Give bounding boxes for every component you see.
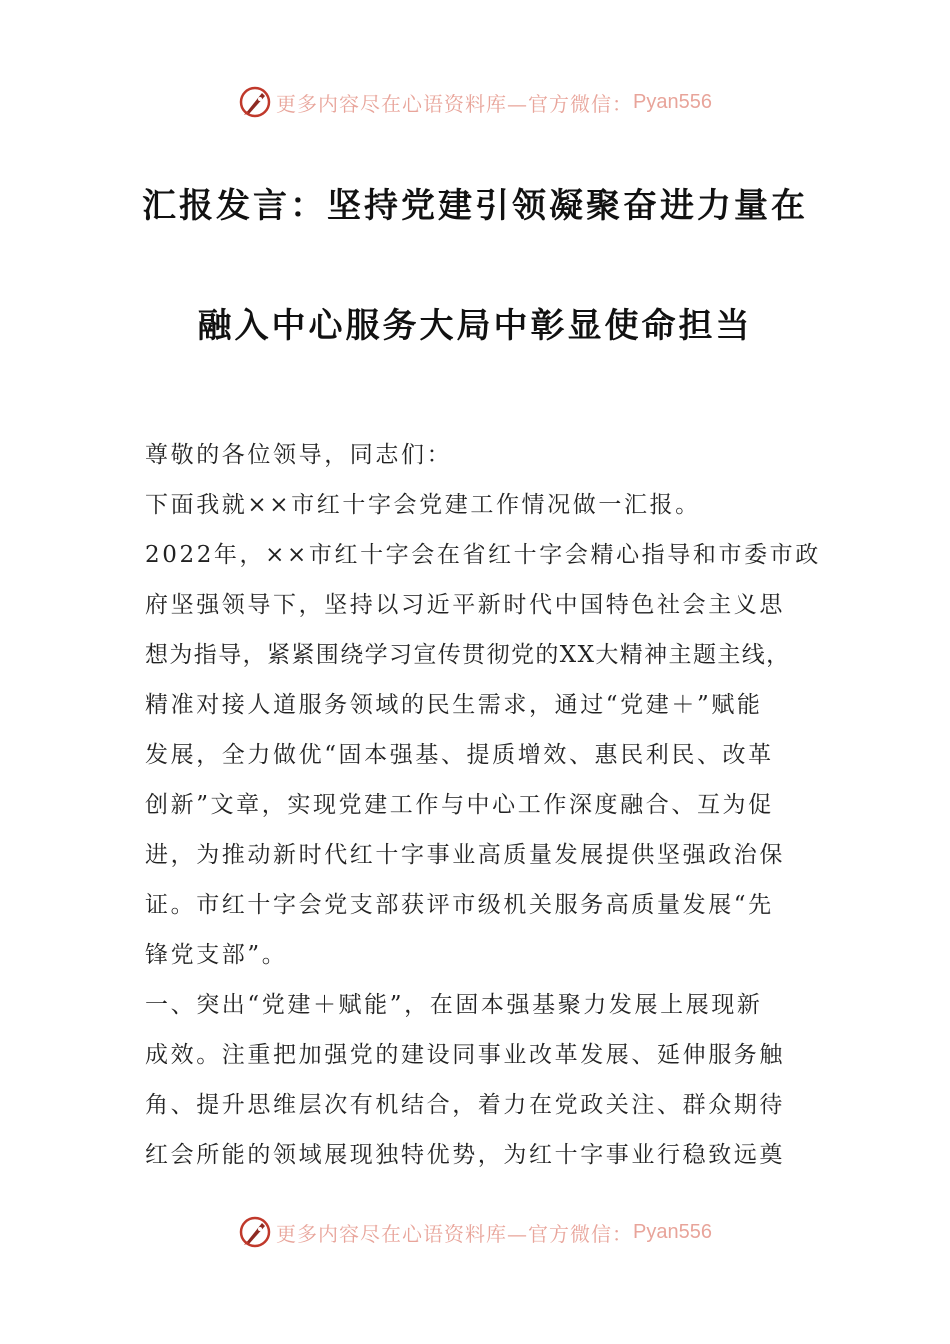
body-line: 精准对接人道服务领域的民生需求，通过“党建＋”赋能 (145, 692, 763, 718)
footer-watermark-text: 更多内容尽在心语资料库—官方微信： (276, 1221, 634, 1246)
body-line: 进，为推动新时代红十字事业高质量发展提供坚强政治保 (145, 842, 785, 868)
body-line: 证。市红十字会党支部获评市级机关服务高质量发展“先 (145, 892, 774, 918)
body-line: 一、突出“党建＋赋能”，在固本强基聚力发展上展现新 (145, 992, 763, 1018)
footer-watermark-banner (0, 1212, 950, 1252)
header-watermark-text: 更多内容尽在心语资料库—官方微信： (276, 91, 634, 116)
pen-logo-icon (238, 85, 272, 119)
body-line: 创新”文章，实现党建工作与中心工作深度融合、互为促 (145, 792, 774, 818)
body-line: 想为指导，紧紧围绕学习宣传贯彻党的XX大精神主题主线， (145, 642, 791, 668)
body-line: 红会所能的领域展现独特优势，为红十字事业行稳致远奠 (145, 1142, 785, 1168)
pen-logo-icon (238, 1215, 272, 1249)
body-line: 发展，全力做优“固本强基、提质增效、惠民利民、改革 (145, 742, 774, 768)
document-body (145, 430, 821, 1180)
body-line: 锋党支部”。 (145, 942, 288, 968)
document-title-line-2: 融入中心服务大局中彰显使命担当 (197, 306, 753, 346)
header-watermark-banner (0, 82, 950, 122)
body-line: 尊敬的各位领导，同志们： (145, 442, 453, 468)
body-line: 角、提升思维层次有机结合，着力在党政关注、群众期待 (145, 1092, 785, 1118)
body-line: 成效。注重把加强党的建设同事业改革发展、延伸服务触 (145, 1042, 785, 1068)
body-line: 2022年，××市红十字会在省红十字会精心指导和市委市政 (145, 542, 821, 568)
body-line: 下面我就××市红十字会党建工作情况做一汇报。 (145, 492, 701, 518)
footer-wechat-id: Pyan556 (633, 1220, 712, 1243)
header-wechat-id: Pyan556 (633, 90, 712, 113)
document-title-line-1: 汇报发言：坚持党建引领凝聚奋进力量在 (142, 186, 808, 226)
body-line: 府坚强领导下，坚持以习近平新时代中国特色社会主义思 (145, 592, 785, 618)
